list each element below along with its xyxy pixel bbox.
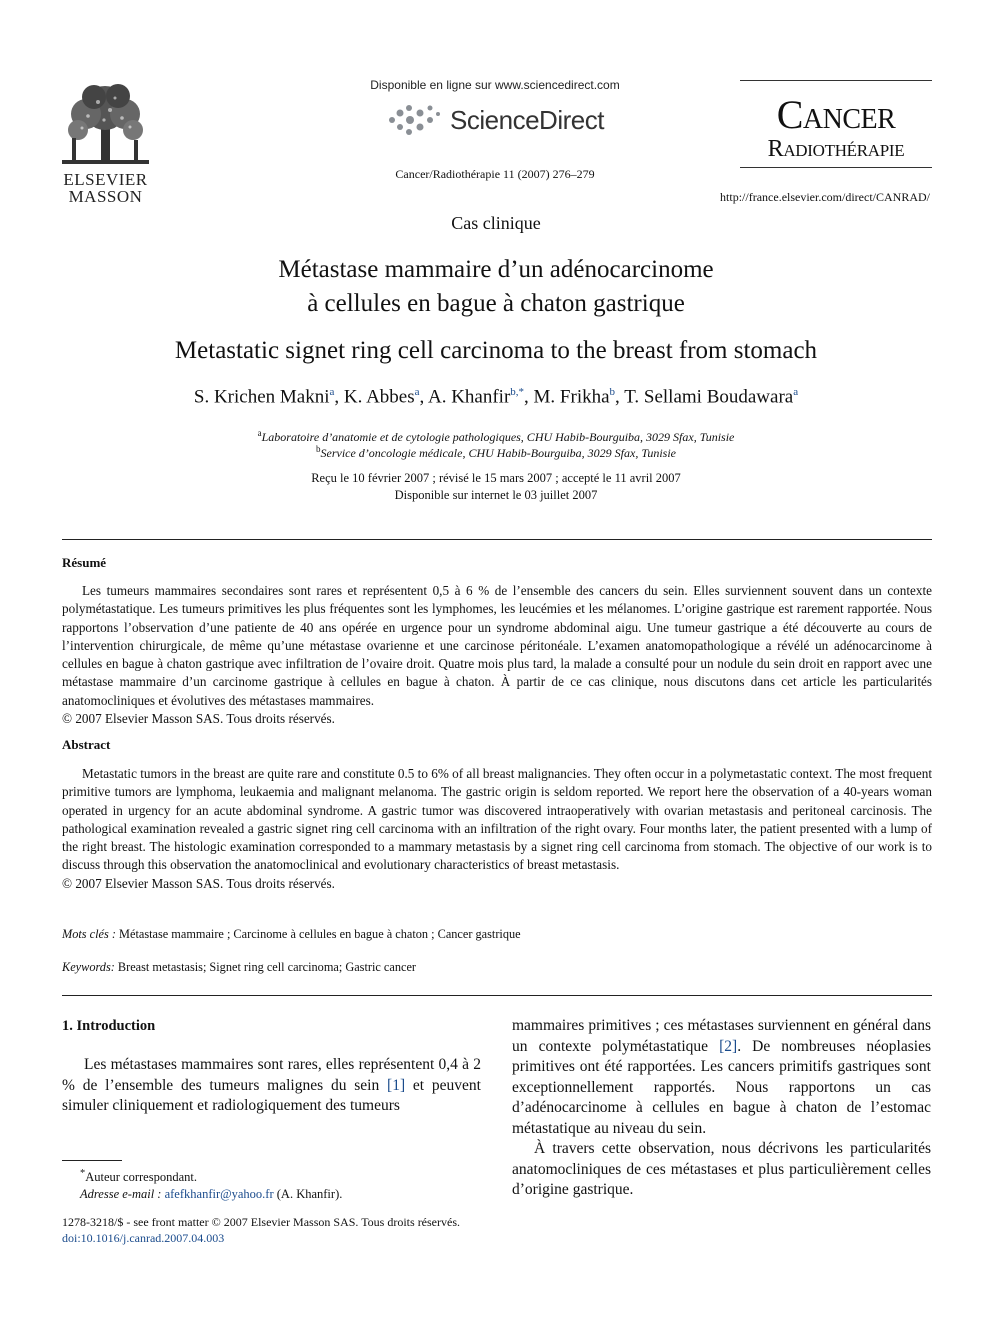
intro-paragraph: À travers cette observation, nous décrivons les particularités anatomocliniques de ces métastases et plus particulièrement celles d’origine gastrique.	[512, 1140, 931, 1198]
resume-heading: Résumé	[62, 555, 107, 570]
author-name: S. Krichen Makni	[193, 386, 330, 408]
history-dates: Reçu le 10 février 2007 ; révisé le 15 mars 2007 ; accepté le 11 avril 2007	[311, 471, 681, 485]
author-name: A. Khanfir	[427, 386, 511, 408]
keywords-english: Keywords: Breast metastasis; Signet ring cell carcinoma; Gastric cancer	[62, 960, 416, 974]
abstract-heading: Abstract	[62, 737, 111, 752]
affiliation-a: $^a$Laboratoire d’anatomie et de cytologie pathologiques, CHU Habib-Bourguiba, 3029 Sfax, Tunisie	[257, 428, 735, 444]
author-list: S. Krichen Makni$^a$, K. Abbes$^a$, A. Khanfir$^{b,*}$, M. Frikha$^b$, T. Sellami Boudawara$^a$	[193, 386, 799, 408]
author-name: T. Sellami Boudawara	[624, 386, 794, 408]
sd-availability-text: Disponible en ligne sur www.sciencedirect.com	[370, 78, 620, 92]
abstract-body	[62, 765, 932, 893]
introduction-heading: 1. Introduction	[62, 1018, 156, 1034]
corresponding-author-note: *Auteur correspondant.	[80, 1168, 197, 1185]
keywords-french: Mots clés : Métastase mammaire ; Carcinome à cellules en bague à chaton ; Cancer gastrique	[62, 927, 521, 941]
sd-dots-icon	[386, 103, 444, 137]
divider	[62, 539, 932, 540]
article-category: Cas clinique	[451, 213, 541, 233]
email-line: Adresse e-mail : afefkhanfir@yahoo.fr (A. Khanfir).	[80, 1187, 343, 1202]
resume-body	[62, 582, 932, 728]
sciencedirect-block	[330, 78, 660, 138]
sciencedirect-logo[interactable]	[330, 102, 660, 138]
journal-reference: Cancer/Radiothérapie 11 (2007) 276–279	[395, 167, 595, 181]
title-english: Metastatic signet ring cell carcinoma to the breast from stomach	[174, 337, 818, 364]
publisher-name-elsevier: ELSEVIER	[63, 170, 148, 189]
author-affiliation-mark[interactable]: b	[609, 386, 616, 398]
author-name: M. Frikha	[533, 386, 610, 408]
doi-link[interactable]: doi:10.1016/j.canrad.2007.04.003	[62, 1231, 225, 1245]
footnote	[62, 1165, 342, 1203]
intro-paragraph: mammaires primitives ; ces métastases surviennent en général dans un contexte polymétastatique [2]. De nombreuses néoplasies primitives ont été rapportées. Les cancers primitifs gastriques sont exceptionnellement rapportés. Nous rapportons un cas d’adénocarcinome à cellules en bague à chaton de l’estomac métastatique au niveau du sein.	[512, 1017, 931, 1137]
author-affiliation-mark[interactable]: b,*	[510, 386, 525, 398]
title-french-line1: Métastase mammaire d’un adénocarcinome	[278, 256, 714, 283]
journal-logo-top-rule	[740, 80, 932, 81]
author-affiliation-mark[interactable]: a	[414, 386, 420, 398]
column-right	[512, 1016, 931, 1201]
issn-line: 1278-3218/$ - see front matter © 2007 Elsevier Masson SAS. Tous droits réservés.	[62, 1215, 460, 1229]
elsevier-tree-icon	[58, 80, 153, 166]
journal-url-link[interactable]: http://france.elsevier.com/direct/CANRAD/	[720, 190, 930, 204]
journal-logo-line2: Radiothérapie	[767, 136, 905, 162]
divider	[62, 995, 932, 996]
journal-logo-bottom-rule	[740, 167, 932, 168]
author-affiliation-mark[interactable]: a	[793, 386, 799, 398]
footer-info	[62, 1214, 460, 1246]
journal-logo-line1: Cancer	[776, 92, 896, 137]
intro-paragraph: Les métastases mammaires sont rares, elles représentent 0,4 à 2 % de l’ensemble des tumeurs malignes du sein [1] et peuvent simuler cliniquement et radiologiquement des tumeurs	[62, 1056, 481, 1114]
column-left	[62, 1055, 481, 1117]
footnote-rule	[62, 1160, 122, 1161]
sd-name: ScienceDirect	[450, 104, 604, 135]
email-link[interactable]: afefkhanfir@yahoo.fr	[164, 1187, 274, 1202]
resume-paragraph: Les tumeurs mammaires secondaires sont rares et représentent 0,5 à 6 % de l’ensemble des cancers du sein. Elles surviennent souvent dans un contexte polymétastatique. Les tumeurs primitives les plus fréquentes sont les lymphomes, les leucémies et les mélanomes. L’origine gastrique est rarement rapportée. Nous rapportons l’observation d’une patiente de 40 ans opérée en urgence pour un syndrome abdominal aigu. Une tumeur gastrique a été découverte au cours de l’intervention chirurgicale, de même qu’une métastase ovarienne et une carcinose péritonéale. L’examen anatomopathologique a révélé un adénocarcinome à cellules en bague à chaton gastrique avec infiltration de l’ovaire droit. Quatre mois plus tard, la malade a consulté pour un nodule du sein droit en rapport avec une métastase mammaire d’un carcinome gastrique à cellules en bague à chaton. À partir de ce cas clinique, nous discutons dans cet article les particularités anatomocliniques et évolutives des métastases mammaires.	[62, 583, 932, 708]
publisher-name-masson: MASSON	[68, 187, 143, 206]
journal-logo	[740, 80, 932, 168]
author-affiliation-mark[interactable]: a	[329, 386, 335, 398]
abstract-paragraph: Metastatic tumors in the breast are quite rare and constitute 0.5 to 6% of all breast malignancies. They often occur in a polymetastatic context. The most frequent primitive tumors are lymphoma, leukaemia and malignant melanoma. The gastric origin is seldom reported. We report here the observation of a 40-years woman operated in urgency for an acute abdominal syndrome. A gastric tumor was discovered intraoperatively with ovarian metastasis and peritoneal carcinosis. The pathological examination revealed a gastric signet ring cell carcinoma with an infiltration of the right ovary. Four months later, the patient presented with a lump of the right breast. The histologic examination corresponded to a mammary metastasis by a signet ring cell carcinoma from stomach. The objective of our work is to discuss through this observation the anatomoclinical and evolutionary characteristics of breast metastasis.	[62, 766, 932, 873]
citation-link[interactable]: [1]	[387, 1076, 406, 1094]
elsevier-masson-logo	[58, 80, 153, 206]
title-french-line2: à cellules en bague à chaton gastrique	[307, 290, 685, 317]
resume-copyright: © 2007 Elsevier Masson SAS. Tous droits réservés.	[62, 711, 335, 727]
title-french	[0, 253, 992, 321]
author-name: K. Abbes	[343, 386, 415, 408]
citation-link[interactable]: [2]	[719, 1037, 738, 1055]
abstract-copyright: © 2007 Elsevier Masson SAS. Tous droits réservés.	[62, 875, 335, 891]
affiliation-b: $^b$Service d’oncologie médicale, CHU Habib-Bourguiba, 3029 Sfax, Tunisie	[316, 444, 676, 460]
online-date: Disponible sur internet le 03 juillet 2007	[394, 488, 598, 502]
